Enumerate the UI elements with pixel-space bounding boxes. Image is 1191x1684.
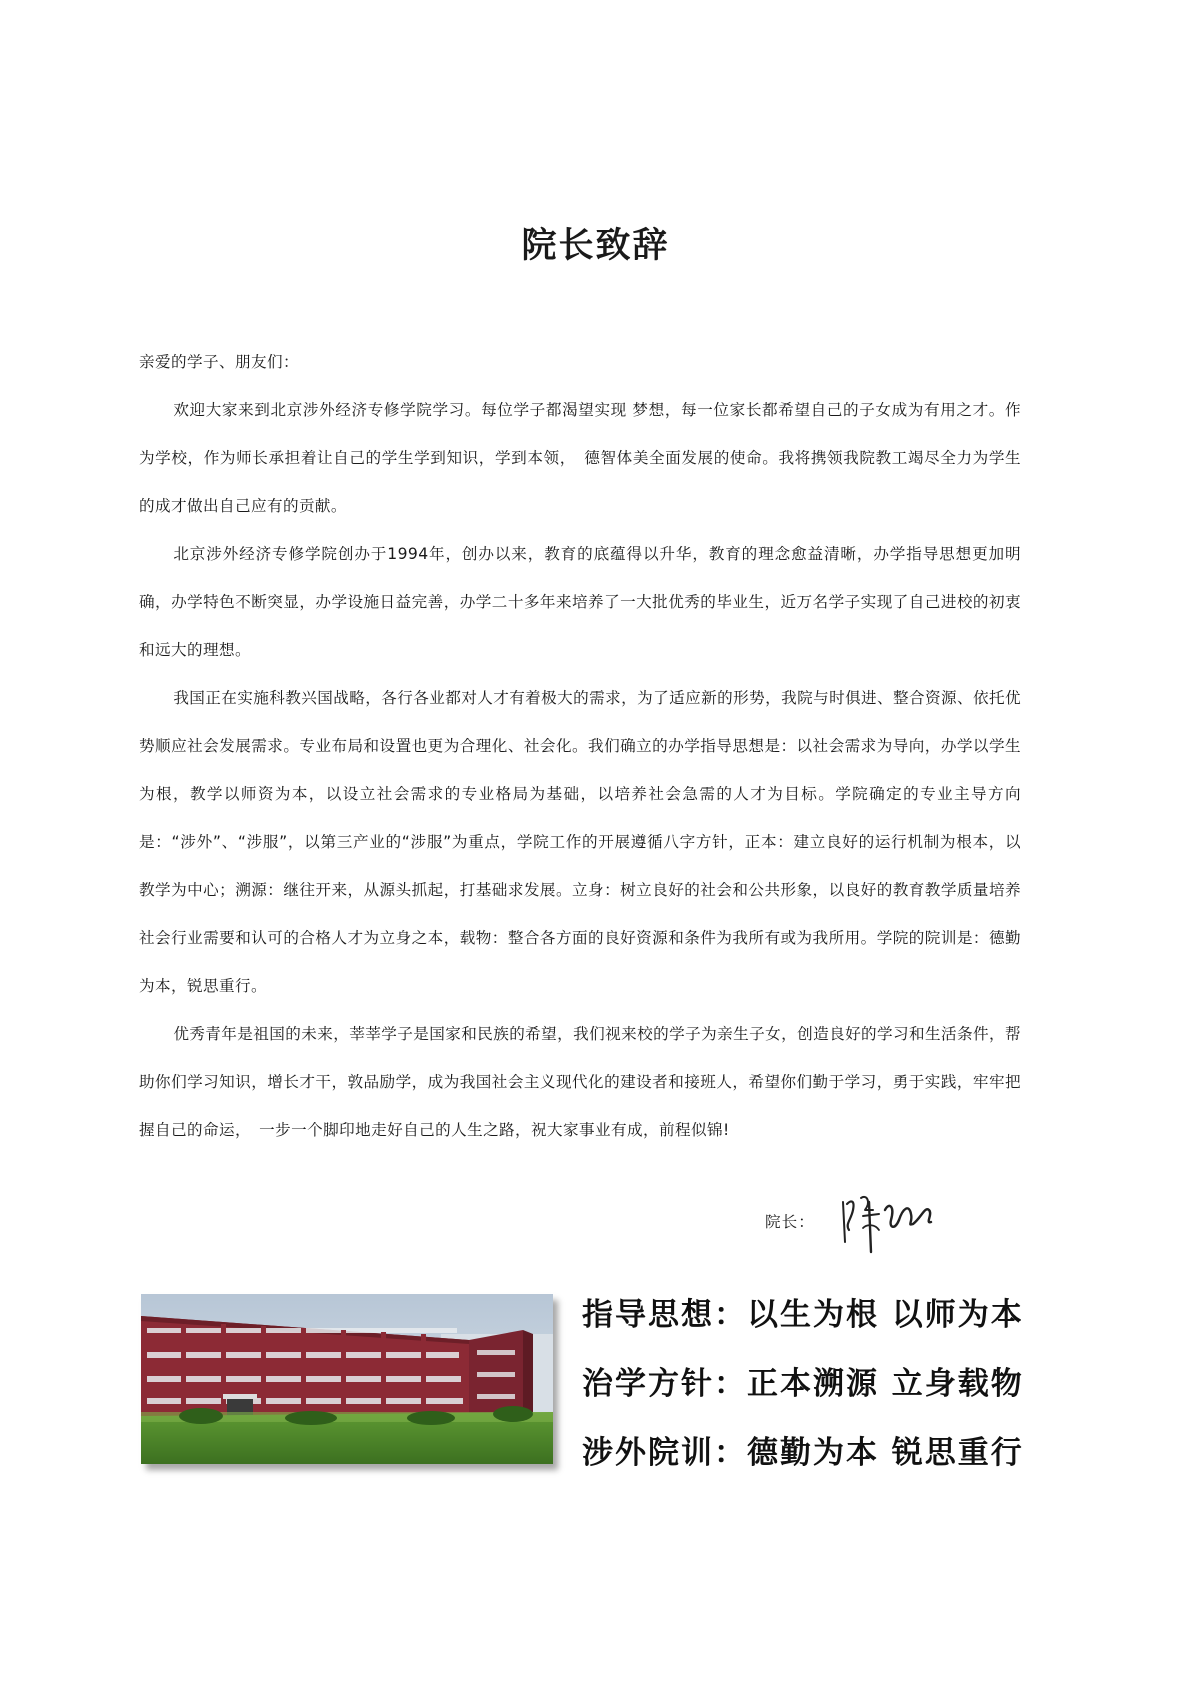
motto-list	[582, 1288, 1022, 1495]
campus-building-photo	[141, 1294, 553, 1464]
motto-school-motto: 涉外院训：德勤为本 锐思重行	[582, 1435, 1024, 1471]
letter-body	[139, 338, 1021, 1154]
paragraph-welcome: 欢迎大家来到北京涉外经济专修学院学习。每位学子都渴望实现 梦想，每一位家长都希望自己的子女成为有用之才。作为学校，作为师长承担着让自己的学生学到知识，学到本领， 德智体美全面发展的使命。我将携领我院教工竭尽全力为学生的成才做出自己应有的贡献。	[139, 401, 1021, 515]
motto-teaching-policy: 治学方针：正本溯源 立身载物	[582, 1366, 1024, 1402]
signature-block	[765, 1180, 965, 1260]
motto-guiding-thought: 指导思想：以生为根 以师为本	[582, 1297, 1024, 1333]
page-title: 院长致辞	[521, 226, 670, 266]
paragraph-history: 北京涉外经济专修学院创办于1994年，创办以来，教育的底蕴得以升华，教育的理念愈益清晰，办学指导思想更加明确，办学特色不断突显，办学设施日益完善，办学二十多年来培养了一大批优秀的毕业生，近万名学子实现了自己进校的初衷和远大的理想。	[139, 545, 1021, 659]
paragraph-closing: 优秀青年是祖国的未来，莘莘学子是国家和民族的希望，我们视来校的学子为亲生子女，创造良好的学习和生活条件，帮助你们学习知识，增长才干，敦品励学，成为我国社会主义现代化的建设者和接班人，希望你们勤于学习，勇于实践，牢牢把握自己的命运， 一步一个脚印地走好自己的人生之路，祝大家事业有成，前程似锦!	[139, 1025, 1021, 1139]
salutation: 亲爱的学子、朋友们：	[139, 353, 299, 371]
signature-label: 院长：	[765, 1213, 815, 1231]
handwritten-signature	[833, 1180, 943, 1260]
paragraph-philosophy: 我国正在实施科教兴国战略，各行各业都对人才有着极大的需求，为了适应新的形势，我院与时俱进、整合资源、依托优势顺应社会发展需求。专业布局和设置也更为合理化、社会化。我们确立的办学指导思想是：以社会需求为导向，办学以学生为根，教学以师资为本，以设立社会需求的专业格局为基础，以培养社会急需的人才为目标。学院确定的专业主导方向是：“涉外”、“涉服”，以第三产业的“涉服”为重点，学院工作的开展遵循八字方针，正本：建立良好的运行机制为根本，以教学为中心；溯源：继往开来，从源头抓起，打基础求发展。立身：树立良好的社会和公共形象，以良好的教育教学质量培养社会行业需要和认可的合格人才为立身之本，载物：整合各方面的良好资源和条件为我所有或为我所用。学院的院训是：德勤为本，锐思重行。	[139, 689, 1021, 995]
